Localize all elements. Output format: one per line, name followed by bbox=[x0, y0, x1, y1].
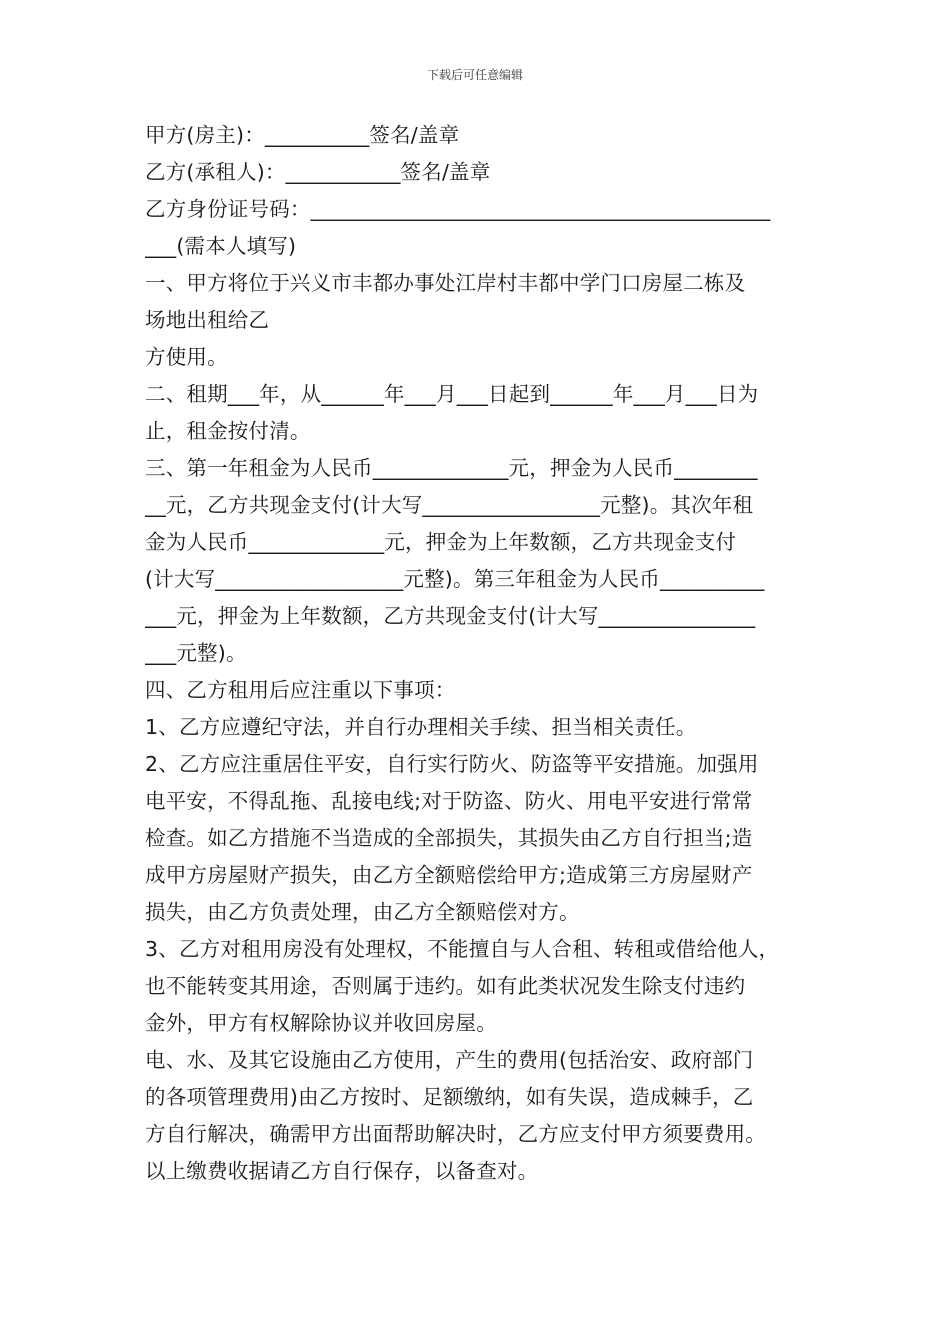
text-line: __元，乙方共现金支付(计大写_________________元整)。其次年租 bbox=[145, 493, 754, 517]
text-line: 场地出租给乙 bbox=[145, 308, 270, 332]
text-line: 金为人民币_____________元，押金为上年数额，乙方共现金支付 bbox=[145, 530, 737, 554]
text-line: 以上缴费收据请乙方自行保存，以备查对。 bbox=[145, 1159, 539, 1183]
text-line: ___元整)。 bbox=[145, 641, 247, 665]
text-line: 检查。如乙方措施不当造成的全部损失，其损失由乙方自行担当;造 bbox=[145, 826, 753, 850]
text-line: 损失，由乙方负责处理，由乙方全额赔偿对方。 bbox=[145, 900, 580, 924]
text-line: 也不能转变其用途，否则属于违约。如有此类状况发生除支付违约 bbox=[145, 974, 746, 998]
text-line: 成甲方房屋财产损失，由乙方全额赔偿给甲方;造成第三方房屋财产 bbox=[145, 863, 753, 887]
text-line: 2、乙方应注重居住平安，自行实行防火、防盗等平安措施。加强用 bbox=[145, 752, 759, 776]
text-line: (计大写__________________元整)。第三年租金为人民币__________ bbox=[145, 567, 765, 591]
text-line: 金外，甲方有权解除协议并收回房屋。 bbox=[145, 1011, 497, 1035]
page-header-note: 下载后可任意编辑 bbox=[426, 68, 523, 82]
text-line: 1、乙方应遵纪守法，并自行办理相关手续、担当相关责任。 bbox=[145, 715, 697, 739]
text-line: 甲方(房主)：__________签名/盖章 bbox=[145, 123, 460, 147]
text-line: ___元，押金为上年数额，乙方共现金支付(计大写_______________ bbox=[145, 604, 756, 628]
text-line: 电平安，不得乱拖、乱接电线;对于防盗、防火、用电平安进行常常 bbox=[145, 789, 753, 813]
document-body bbox=[145, 117, 809, 1190]
text-line: 方使用。 bbox=[145, 345, 228, 369]
text-line: 四、乙方租用后应注重以下事项： bbox=[145, 678, 456, 702]
text-line: 电、水、及其它设施由乙方使用，产生的费用(包括治安、政府部门 bbox=[145, 1048, 754, 1072]
text-line: 乙方(承租人)：___________签名/盖章 bbox=[145, 160, 491, 184]
text-line: 方自行解决，确需甲方出面帮助解决时，乙方应支付甲方须要费用。 bbox=[145, 1122, 766, 1146]
text-line: 3、乙方对租用房没有处理权，不能擅自与人合租、转租或借给他人， bbox=[145, 937, 780, 961]
text-line: 止，租金按付清。 bbox=[145, 419, 311, 443]
text-line: 一、甲方将位于兴义市丰都办事处江岸村丰都中学门口房屋二栋及 bbox=[145, 271, 746, 295]
text-line: 三、第一年租金为人民币_____________元，押金为人民币________ bbox=[145, 456, 758, 480]
text-line: ___(需本人填写) bbox=[145, 234, 297, 258]
text-line: 二、租期___年，从______年___月___日起到______年___月___日为 bbox=[145, 382, 759, 406]
text-line: 乙方身份证号码：____________________________________________ bbox=[145, 197, 771, 221]
text-line: 的各项管理费用)由乙方按时、足额缴纳，如有失误，造成棘手，乙 bbox=[145, 1085, 754, 1109]
